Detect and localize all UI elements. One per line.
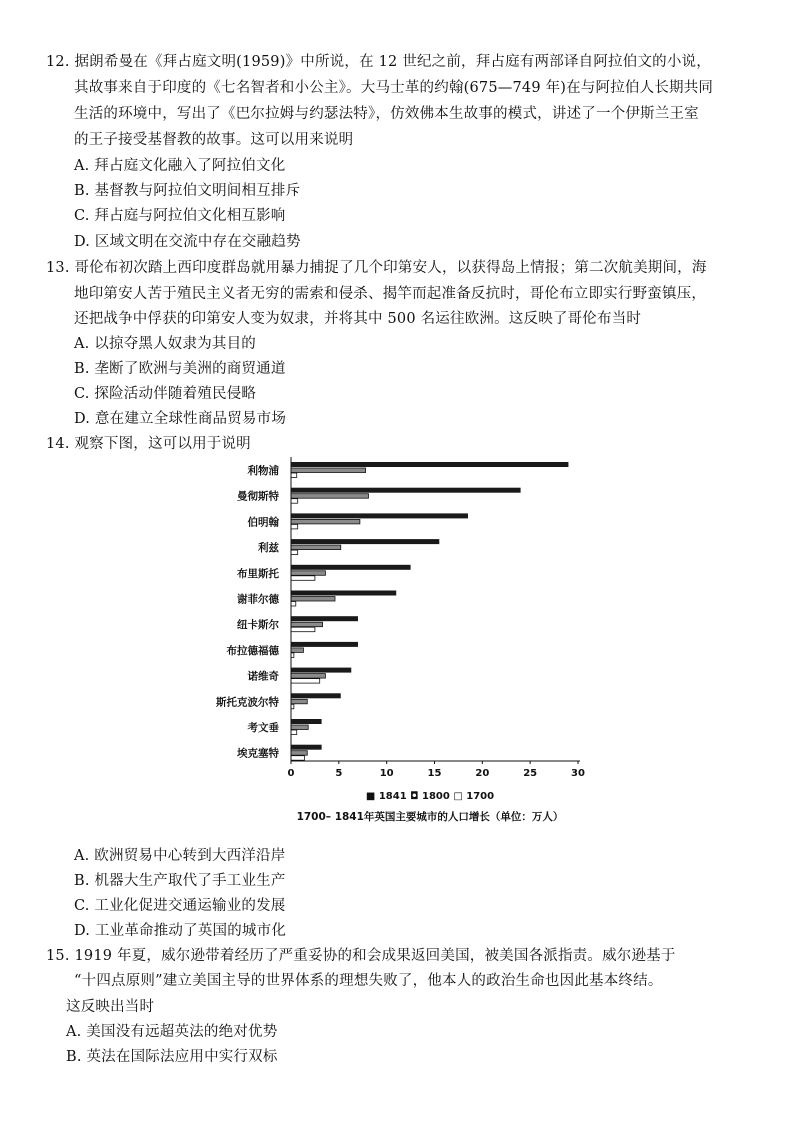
bar-1841: [291, 488, 521, 493]
bar-1800: [291, 468, 366, 473]
bar-1800: [291, 725, 308, 730]
bar-1700: [291, 679, 320, 684]
x-tick-label: 15: [427, 768, 442, 779]
q12-line-3: 生活的环境中，写出了《巴尔拉姆与约瑟法特》，仿效佛本生故事的模式，讲述了一个伊斯兰王室: [74, 106, 699, 122]
bar-1841: [291, 668, 351, 673]
q14-stem: 14. 观察下图，这可以用于说明: [46, 436, 251, 452]
bar-1841: [291, 591, 396, 596]
bar-1841: [291, 565, 411, 570]
q12-option-c[interactable]: C. 拜占庭与阿拉伯文化相互影响: [74, 208, 286, 224]
q13-option-c[interactable]: C. 探险活动伴随着殖民侵略: [74, 386, 257, 402]
bar-1800: [291, 519, 360, 524]
category-label: 斯托克波尔特: [216, 696, 279, 709]
q13-option-d[interactable]: D. 意在建立全球性商品贸易市场: [74, 411, 287, 427]
bar-1841: [291, 616, 358, 621]
q12-line-2: 其故事来自于印度的《七名智者和小公主》。大马士革的约翰(675—749 年)在与阿拉伯人长期共同: [74, 80, 714, 96]
bar-1800: [291, 571, 325, 576]
x-tick-label: 30: [571, 768, 585, 779]
bar-1841: [291, 642, 358, 647]
q14-option-a[interactable]: A. 欧洲贸易中心转到大西洋沿岸: [74, 848, 286, 864]
q15-line-1: 15. 1919 年夏，威尔逊带着经历了严重妥协的和会成果返回美国，被美国各派指责。威尔逊基于: [46, 948, 676, 964]
population-bar-chart: [200, 455, 600, 830]
chart-legend: ■ 1841 ◘ 1800 □ 1700: [365, 791, 495, 802]
bar-1841: [291, 693, 341, 698]
q14-option-d[interactable]: D. 工业革命推动了英国的城市化: [74, 923, 287, 939]
bar-1800: [291, 648, 303, 653]
bar-1700: [291, 756, 304, 761]
bar-1700: [291, 576, 315, 581]
bar-1841: [291, 462, 568, 467]
bar-1700: [291, 499, 298, 504]
q12-option-b[interactable]: B. 基督教与阿拉伯文明间相互排斥: [74, 183, 301, 199]
bar-1800: [291, 622, 323, 627]
bar-1700: [291, 550, 298, 555]
q12-option-a[interactable]: A. 拜占庭文化融入了阿拉伯文化: [74, 158, 286, 174]
x-tick-label: 25: [523, 768, 538, 779]
q12-line-4: 的王子接受基督教的故事。这可以用来说明: [74, 132, 354, 148]
q15-option-a[interactable]: A. 美国没有远超英法的绝对优势: [66, 1024, 278, 1040]
q13-line-2: 地印第安人苦于殖民主义者无穷的需索和侵杀、揭竿而起准备反抗时，哥伦布立即实行野蛮镇压，: [74, 286, 707, 302]
q13-line-1: 13. 哥伦布初次踏上西印度群岛就用暴力捕捉了几个印第安人，以获得岛上情报；第二次航美期间，海: [46, 260, 707, 276]
bar-1841: [291, 745, 322, 750]
bar-1800: [291, 751, 307, 756]
x-tick-label: 5: [335, 768, 343, 779]
q14-option-b[interactable]: B. 机器大生产取代了手工业生产: [74, 873, 286, 889]
q13-line-3: 还把战争中俘获的印第安人变为奴隶，并将其中 500 名运往欧洲。这反映了哥伦布当时: [74, 311, 642, 327]
category-label: 布拉德福德: [226, 644, 279, 657]
q13-option-b[interactable]: B. 垄断了欧洲与美洲的商贸通道: [74, 361, 286, 377]
category-label: 考文垂: [247, 722, 279, 734]
category-label: 埃克塞特: [237, 747, 279, 760]
category-label: 诺维奇: [247, 670, 279, 683]
q14-option-c[interactable]: C. 工业化促进交通运输业的发展: [74, 898, 286, 914]
bar-1700: [291, 627, 315, 632]
category-label: 伯明翰: [247, 516, 279, 529]
bar-1700: [291, 730, 297, 735]
category-label: 曼彻斯特: [237, 490, 279, 503]
bar-1800: [291, 545, 341, 550]
q15-line-3: 这反映出当时: [66, 999, 155, 1015]
q12-line-1: 12. 据朗希曼在《拜占庭文明(1959)》中所说，在 12 世纪之前，拜占庭有两部译自阿拉伯文的小说，: [46, 54, 711, 70]
bar-1800: [291, 597, 335, 602]
category-label: 纽卡斯尔: [237, 619, 279, 632]
q13-option-a[interactable]: A. 以掠夺黑人奴隶为其目的: [74, 336, 256, 352]
q15-line-2: “十四点原则”建立美国主导的世界体系的理想失败了，他本人的政治生命也因此基本终结。: [74, 973, 663, 989]
bar-1800: [291, 674, 325, 679]
bar-1841: [291, 513, 468, 518]
x-tick-label: 20: [475, 768, 490, 779]
bar-1841: [291, 719, 322, 724]
x-tick-label: 10: [379, 768, 394, 779]
bar-1800: [291, 494, 368, 499]
bar-1700: [291, 524, 298, 529]
category-label: 谢菲尔德: [237, 593, 279, 606]
x-tick-label: 0: [287, 768, 295, 779]
category-label: 利物浦: [247, 465, 279, 477]
q12-option-d[interactable]: D. 区域文明在交流中存在交融趋势: [74, 234, 301, 250]
bar-1841: [291, 539, 439, 544]
category-label: 利兹: [258, 542, 279, 555]
bar-1700: [291, 473, 297, 478]
category-label: 布里斯托: [237, 567, 279, 580]
q15-option-b[interactable]: B. 英法在国际法应用中实行双标: [66, 1049, 278, 1065]
bar-1700: [291, 602, 296, 607]
bar-1800: [291, 699, 307, 704]
chart-title: 1700– 1841年英国主要城市的人口增长（单位：万人）: [296, 811, 564, 823]
